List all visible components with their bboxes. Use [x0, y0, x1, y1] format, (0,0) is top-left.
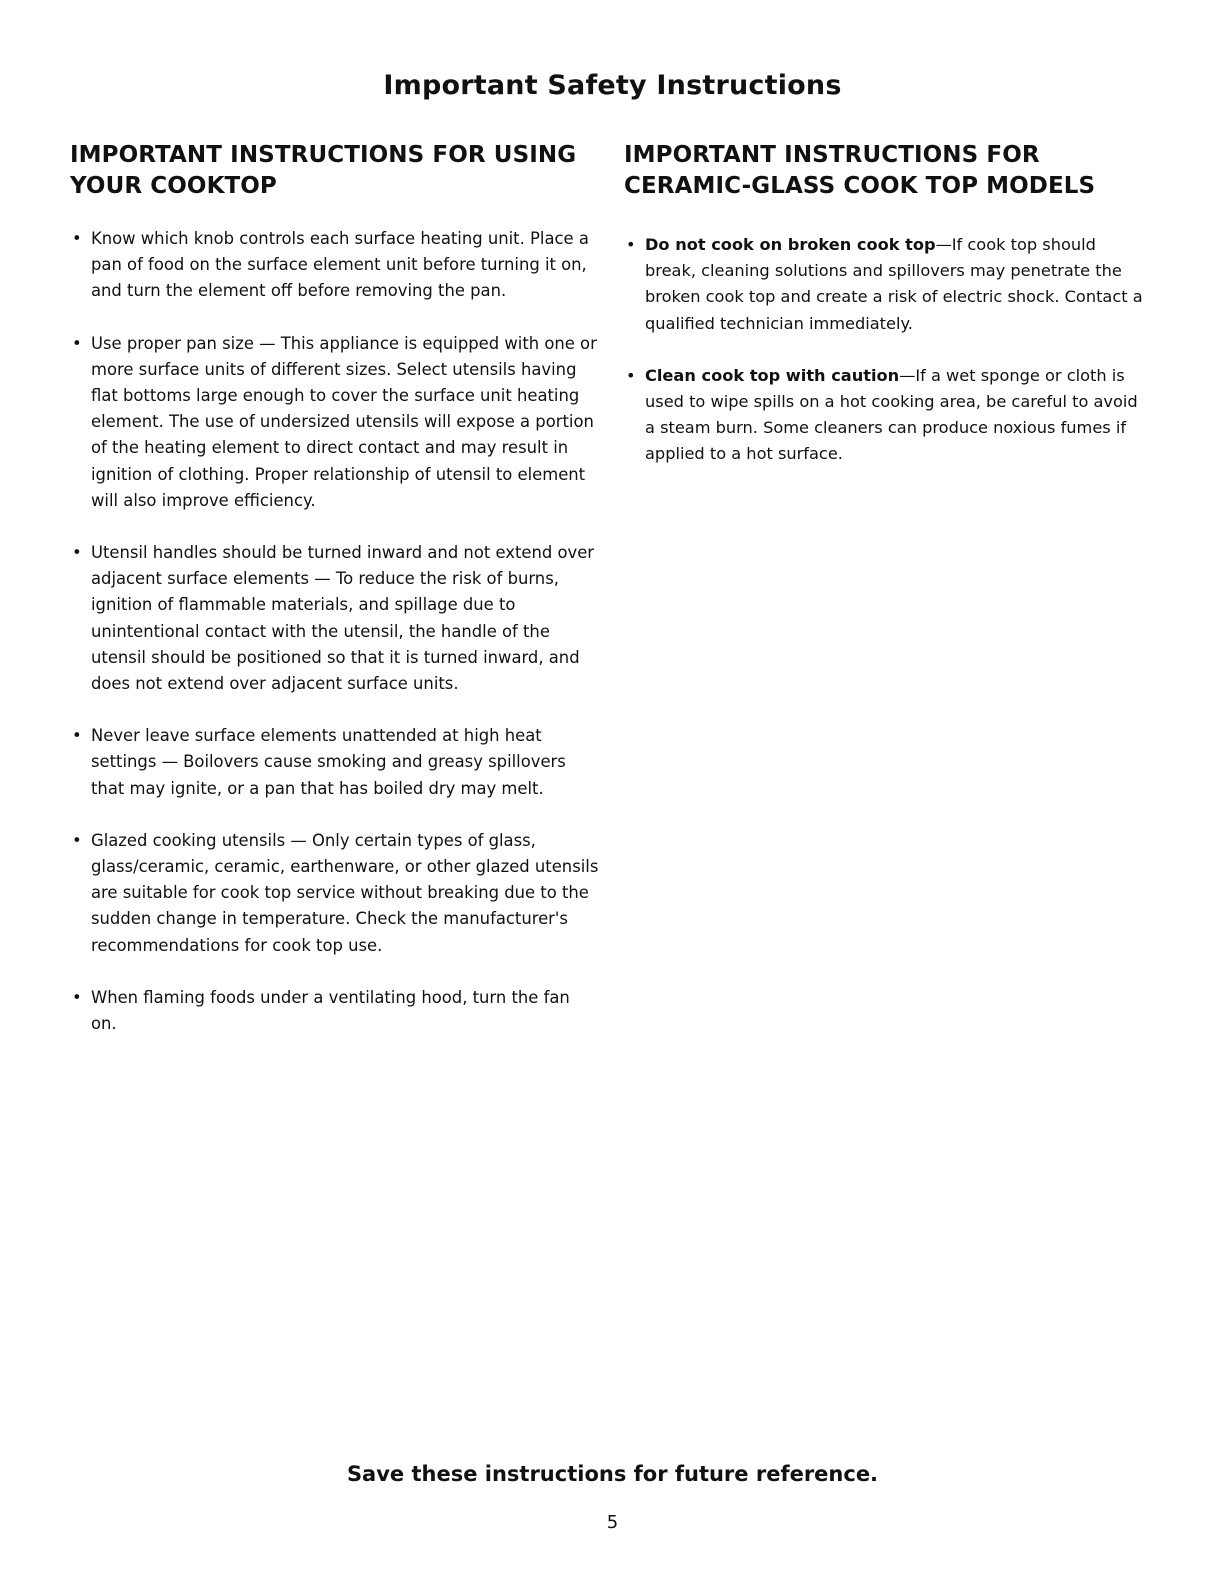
bullet: • [72, 229, 82, 248]
list-item [70, 985, 600, 1037]
page-number: 5 [606, 1512, 619, 1533]
item-text: Use proper pan size — This appliance is equipped with one or more surface units of different sizes. Select utensils having flat bottoms large enough to cover the surface unit heating element. The use of undersized utensils will expose a portion of the heating element to direct contact and may result in ignition of clothing. Proper relationship of utensil to element will also improve efficiency. [91, 333, 597, 510]
list-item [70, 331, 600, 514]
bullet: • [72, 543, 82, 563]
bullet: • [626, 235, 636, 254]
item-text: Know which knob controls each surface heating unit. Place a pan of food on the surface element unit before turning it on, and turn the element off before removing the pan. [91, 229, 589, 301]
item-text: —If a wet sponge or cloth is used to wipe spills on a hot cooking area, be careful to avoid a steam burn. Some cleaners can produce noxious fumes if applied to a hot surface. [645, 365, 1138, 464]
list-item [624, 363, 1149, 468]
left-column [70, 140, 600, 1063]
item-text: Glazed cooking utensils — Only certain types of glass, glass/ceramic, ceramic, earthenware, or other glazed utensils are suitable for cook top service without breaking due to the sudden change in temperature. Check the manufacturer's recommendations for cook top use. [91, 830, 599, 955]
bullet: • [72, 333, 82, 353]
item-text: —If cook top should break, cleaning solutions and spillovers may penetrate the broken cook top and create a risk of electric shock. Contact a qualified technician immediately. [645, 235, 1143, 333]
bullet: • [626, 365, 636, 385]
cooktop-instructions-heading: IMPORTANT INSTRUCTIONS FOR USING YOUR COOKTOP [70, 142, 577, 199]
list-item [70, 723, 600, 802]
bullet: • [72, 987, 82, 1007]
right-column [624, 140, 1149, 494]
page-title: Important Safety Instructions [383, 70, 842, 101]
ceramic-glass-heading: IMPORTANT INSTRUCTIONS FOR CERAMIC-GLASS COOK TOP MODELS [624, 142, 1096, 199]
list-item [70, 828, 600, 959]
bullet: • [72, 830, 82, 850]
item-lead: Clean cook top with caution [645, 365, 900, 385]
list-item [624, 232, 1149, 337]
item-text: Utensil handles should be turned inward and not extend over adjacent surface elements — To reduce the risk of burns, ignition of flammable materials, and spillage due to unintentional contact with the utensil, the handle of the utensil should be positioned so that it is turned inward, and does not extend over adjacent surface units. [91, 543, 595, 694]
list-item [70, 226, 600, 305]
item-lead: Do not cook on broken cook top [645, 235, 936, 254]
footer-note: Save these instructions for future reference. [346, 1462, 879, 1486]
bullet: • [72, 726, 82, 746]
list-item [70, 540, 600, 697]
item-text: Never leave surface elements unattended at high heat settings — Boilovers cause smoking and greasy spillovers that may ignite, or a pan that has boiled dry may melt. [91, 726, 566, 798]
item-text: When flaming foods under a ventilating hood, turn the fan on. [91, 987, 570, 1034]
